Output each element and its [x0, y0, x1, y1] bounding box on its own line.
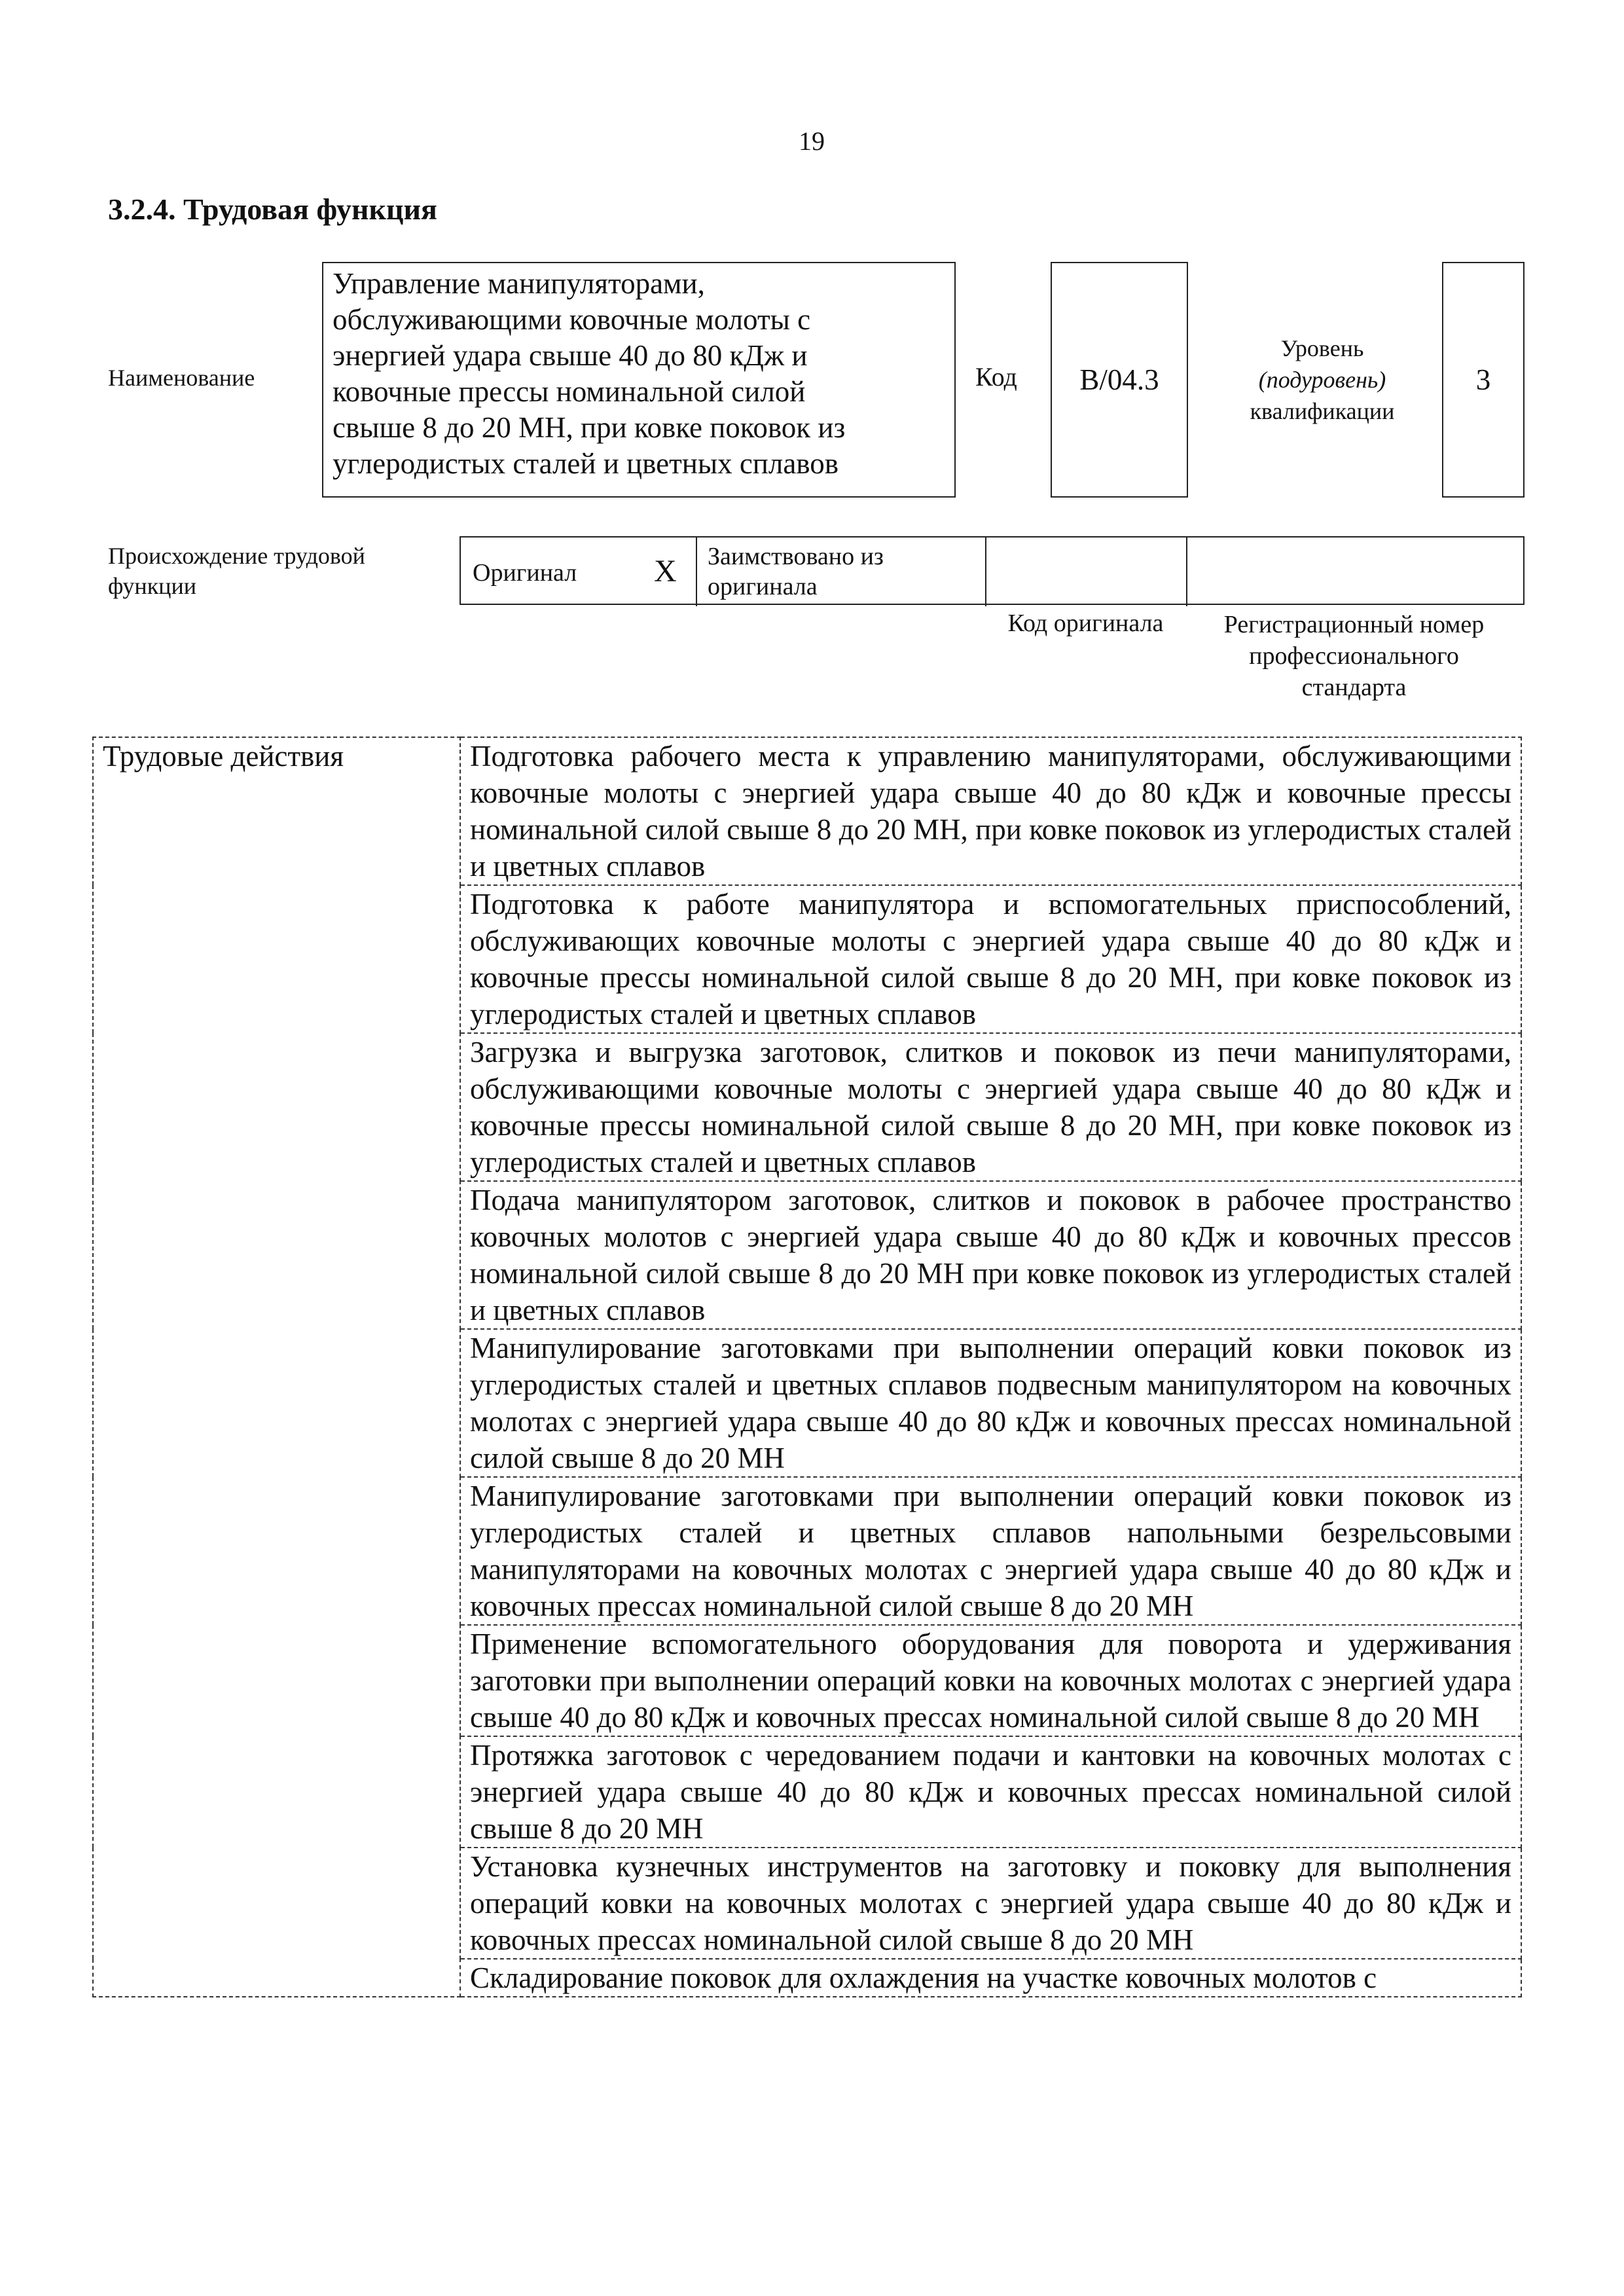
- borrowed-label-line: Заимствовано из: [708, 543, 884, 570]
- labor-action-item: Применение вспомогательного оборудования для поворота и удерживания заготовки при выполнении операций ковки на ковочных молотах с энергией удара свыше 40 до 80 кДж и ковочных прессах номинальной силой свыше 8 до 20 МН: [460, 1625, 1521, 1736]
- borrowed-label-line: оригинала: [708, 573, 818, 600]
- reg-caption-line: стандарта: [1301, 674, 1407, 701]
- labor-action-item: Манипулирование заготовками при выполнении операций ковки поковок из углеродистых сталей и цветных сплавов напольными безрельсовыми манипуляторами на ковочных молотах с энергией удара свыше 40 до 80 кДж и ковочных прессах номинальной силой свыше 8 до 20 МН: [460, 1477, 1521, 1625]
- reg-caption-line: Регистрационный номер: [1223, 611, 1485, 638]
- original-code-caption: Код оригинала: [1007, 610, 1164, 637]
- labor-action-item: Подготовка рабочего места к управлению манипуляторами, обслуживающими ковочные молоты с энергией удара свыше 40 до 80 кДж и ковочные прессы номинальной силой свыше 8 до 20 МН, при ковке поковок из углеродистых сталей и цветных сплавов: [460, 737, 1521, 885]
- origin-table: [460, 536, 1525, 605]
- origin-label-line: Происхождение трудовой: [108, 543, 365, 569]
- labor-action-item: Складирование поковок для охлаждения на участке ковочных молотов с: [460, 1959, 1521, 1997]
- name-label: Наименование: [108, 365, 255, 391]
- labor-action-item: Подача манипулятором заготовок, слитков и поковок в рабочее пространство ковочных молотов с энергией удара свыше 40 до 80 кДж и ковочных прессов номинальной силой свыше 8 до 20 МН при ковке поковок из углеродистых сталей и цветных сплавов: [460, 1181, 1521, 1329]
- function-name-line: обслуживающими ковочные молоты с: [333, 303, 811, 336]
- labor-actions-label: Трудовые действия: [93, 737, 460, 1997]
- reg-number-cell: [1187, 538, 1523, 606]
- table-row: [93, 737, 1521, 885]
- labor-action-item: Загрузка и выгрузка заготовок, слитков и поковок из печи манипуляторами, обслуживающими ковочные молоты с энергией удара свыше 40 до 80 кДж и ковочные прессы номинальной силой свыше 8 до 20 МН, при ковке поковок из углеродистых сталей и цветных сплавов: [460, 1033, 1521, 1181]
- qualification-level-box: [1442, 262, 1525, 498]
- function-name-line: энергией удара свыше 40 до 80 кДж и: [333, 339, 808, 372]
- reg-number-caption: [1186, 609, 1522, 703]
- level-label-line: (подуровень): [1258, 367, 1386, 393]
- original-label: Оригинал: [473, 559, 577, 587]
- page-number: 19: [799, 126, 825, 156]
- level-label-line: Уровень: [1280, 335, 1364, 361]
- original-mark: X: [654, 554, 677, 589]
- code-value: В/04.3: [1079, 363, 1159, 396]
- level-label-line: квалификации: [1250, 398, 1395, 424]
- section-title: 3.2.4. Трудовая функция: [108, 192, 437, 226]
- function-name-line: свыше 8 до 20 МН, при ковке поковок из: [333, 411, 846, 444]
- qualification-level-label: [1218, 333, 1427, 427]
- labor-actions-table: [92, 737, 1522, 1997]
- labor-action-item: Установка кузнечных инструментов на заготовку и поковку для выполнения операций ковки на ковочных молотах с энергией удара свыше 40 до 80 кДж и ковочных прессах номинальной силой свыше 8 до 20 МН: [460, 1848, 1521, 1959]
- origin-label: [108, 541, 365, 601]
- code-box: [1051, 262, 1188, 498]
- function-name-line: Управление манипуляторами,: [333, 267, 705, 300]
- code-label: Код: [975, 362, 1017, 392]
- function-name-box: [322, 262, 956, 498]
- borrowed-cell: [697, 538, 986, 606]
- labor-action-item: Протяжка заготовок с чередованием подачи и кантовки на ковочных молотах с энергией удара свыше 40 до 80 кДж и ковочных прессах номинальной силой свыше 8 до 20 МН: [460, 1736, 1521, 1848]
- labor-action-item: Манипулирование заготовками при выполнении операций ковки поковок из углеродистых сталей и цветных сплавов подвесным манипулятором на ковочных молотах с энергией удара свыше 40 до 80 кДж и ковочных прессах номинальной силой свыше 8 до 20 МН: [460, 1329, 1521, 1477]
- labor-action-item: Подготовка к работе манипулятора и вспомогательных приспособлений, обслуживающих ковочные молоты с энергией удара свыше 40 до 80 кДж и ковочные прессы номинальной силой свыше 8 до 20 МН, при ковке поковок из углеродистых сталей и цветных сплавов: [460, 885, 1521, 1033]
- reg-caption-line: профессионального: [1249, 642, 1459, 670]
- origin-label-line: функции: [108, 573, 196, 599]
- original-cell: [461, 538, 697, 606]
- function-name-line: углеродистых сталей и цветных сплавов: [333, 447, 839, 480]
- qualification-level-value: 3: [1475, 363, 1491, 396]
- function-name-line: ковочные прессы номинальной силой: [333, 375, 806, 408]
- original-code-cell: [986, 538, 1187, 606]
